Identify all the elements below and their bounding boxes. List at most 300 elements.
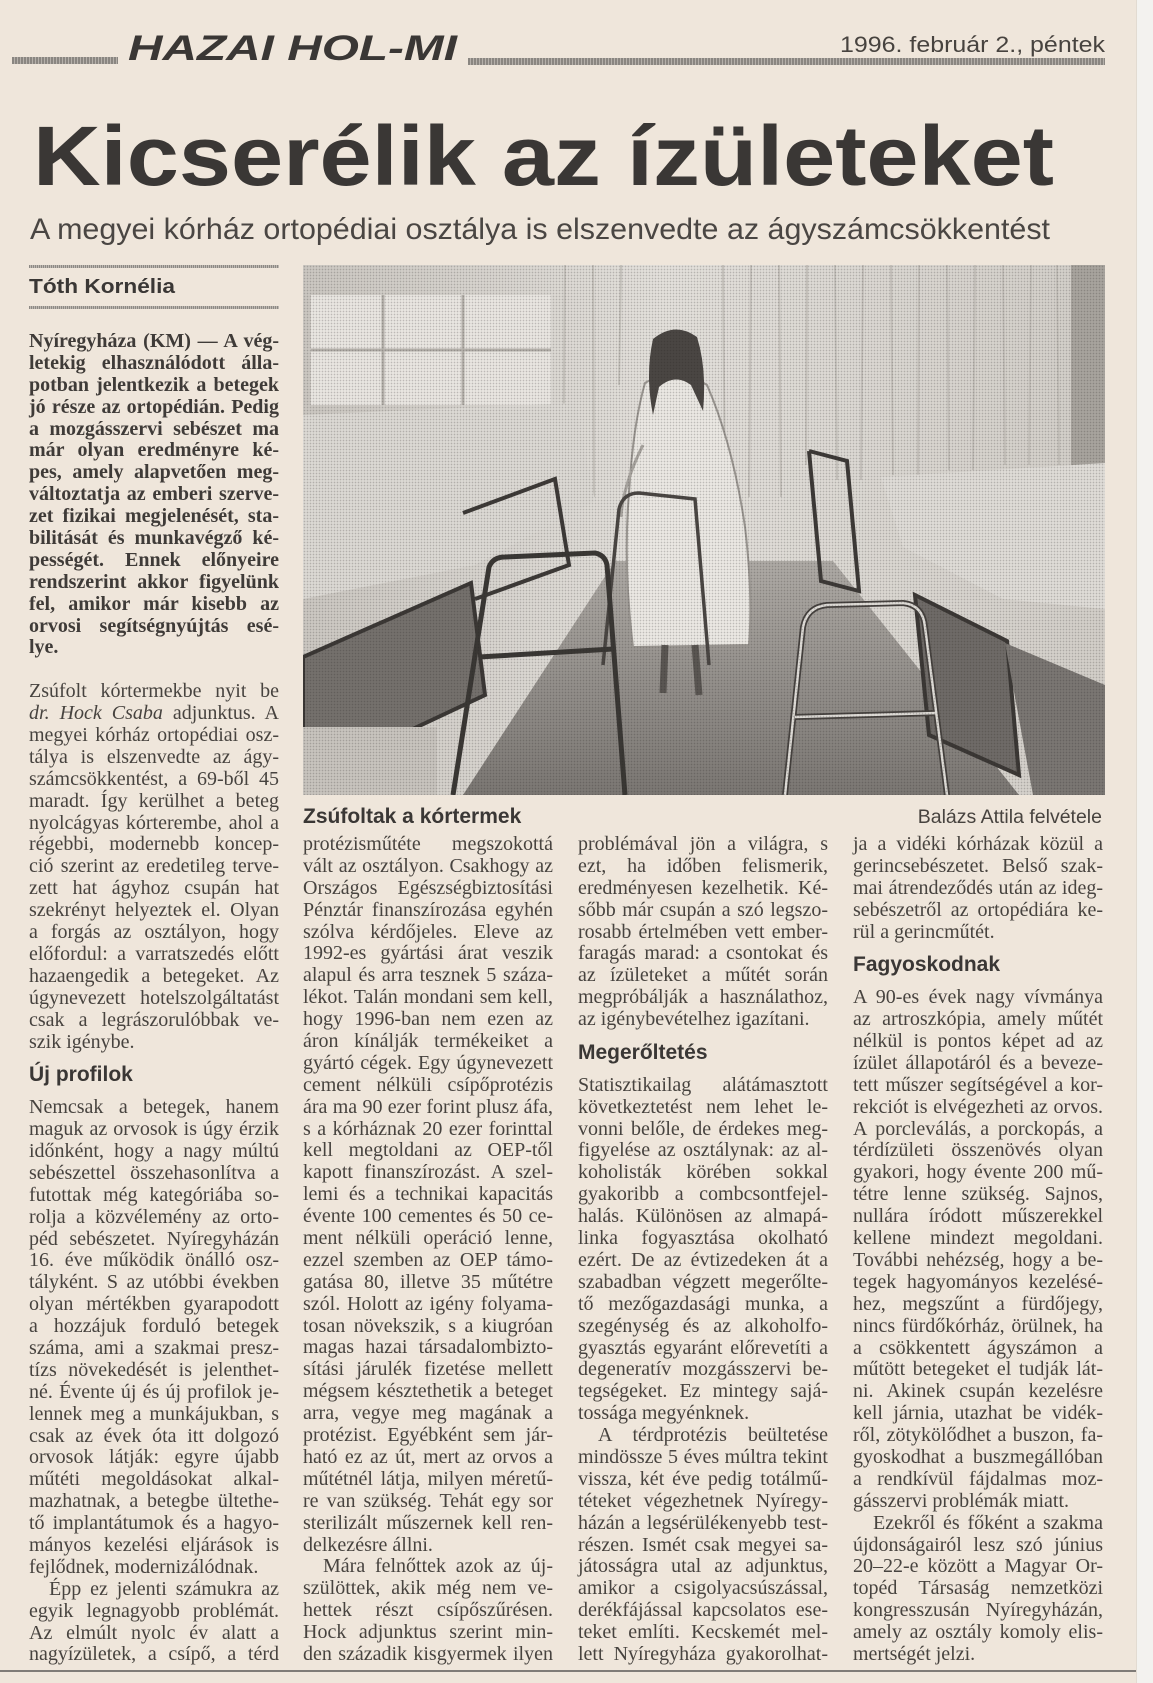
text-line: [853, 1622, 1103, 1644]
text-line-content: előfordul: a varratszedés előtt: [29, 942, 279, 965]
text-line: [303, 1119, 553, 1141]
text-line: [29, 944, 279, 966]
text-line-content: magas hazai társadalombizto-: [303, 1336, 553, 1359]
text-line-content: ment nélküli operáció lenne,: [303, 1227, 553, 1250]
text-line: [853, 1338, 1103, 1360]
text-line: [29, 922, 279, 944]
text-line-content: faragás marad: a csontokat és: [578, 942, 828, 965]
text-line-content: zett hat ágyhoz csupán hat: [29, 877, 279, 900]
subheadline: [30, 213, 1050, 247]
text-line-content: számcsökkentést, a 69-ből 45: [29, 767, 279, 790]
text-line: [29, 856, 279, 878]
text-line: [29, 637, 279, 659]
text-line-content: delkezésre állni.: [303, 1533, 433, 1556]
text-line: [578, 1447, 828, 1469]
text-line-content: műtött betegeket el tudják lát-: [853, 1358, 1103, 1381]
text-line: [29, 616, 279, 638]
text-line-content: gyakori, hogy évente 200 mű-: [853, 1161, 1103, 1184]
text-line: [29, 1010, 279, 1032]
text-line: [853, 1644, 1103, 1666]
text-line: [853, 1228, 1103, 1250]
text-line: [853, 1513, 1103, 1535]
text-line-content: csak az évek óta itt dolgozó: [29, 1424, 279, 1447]
text-line: [853, 1119, 1103, 1141]
text-line-content: topéd Társaság nemzetközi: [853, 1577, 1103, 1600]
text-line-content: időnként, hogy a nagy múltú: [29, 1139, 279, 1162]
text-line-content: ről, zötykölődhet a buszon, fa-: [853, 1424, 1103, 1447]
text-line: [578, 1272, 828, 1294]
text-line: [29, 900, 279, 922]
body-paragraph: [853, 987, 1103, 1512]
text-line-content: változtatja az emberi szerve-: [29, 483, 279, 506]
text-line-content: letekig elhasználódott álla-: [29, 351, 279, 374]
text-line: [303, 922, 553, 944]
text-line: [303, 1337, 553, 1359]
text-line-content: az igénybevételhez igazítani.: [578, 1008, 810, 1031]
text-line-content: tálya is elszenvedte az ágy-: [29, 745, 279, 768]
text-line-content: 20–22-e között a Magyar Or-: [853, 1555, 1103, 1578]
text-line: [29, 1469, 279, 1491]
text-line-content: úgynevezett hotelszolgáltatást: [29, 986, 279, 1009]
text-line-content: évente 100 cementes és 50 ce-: [303, 1205, 553, 1228]
text-line: [303, 1097, 553, 1119]
body-paragraph: [853, 834, 1103, 943]
text-line: [29, 419, 279, 441]
text-line-content: teket említi. Kecskemét mel-: [578, 1621, 828, 1644]
text-line: [578, 878, 828, 900]
byline-rule-top: [29, 265, 279, 268]
body-paragraph: [29, 1579, 279, 1667]
text-line-content: koholisták körében sokkal: [578, 1161, 828, 1184]
body-paragraph: [29, 681, 279, 1053]
text-line-content: Az elmúlt nyolc év alatt a: [29, 1621, 279, 1644]
text-line-content: ezt, ha időben felismerik,: [578, 854, 828, 877]
text-line-content: A 90-es évek nagy vívmánya: [853, 986, 1103, 1009]
text-line-content: ja a vidéki kórházak közül a: [853, 833, 1103, 855]
text-line-content: vonni belőle, de érdekes meg-: [578, 1117, 828, 1140]
text-line: [29, 1338, 279, 1360]
text-line: [853, 1184, 1103, 1206]
text-line-content: mányos kezelési eljárások is: [29, 1534, 279, 1556]
text-line-content: szülöttek, akik még nem ve-: [303, 1577, 553, 1600]
text-line: [578, 1359, 828, 1381]
text-line-content: jó része az ortopédián. Pedig: [29, 395, 279, 418]
text-line: [303, 1053, 553, 1075]
text-line-content: né. Évente új és új profilok je-: [29, 1380, 279, 1403]
text-line-content: hettek részt csípőszűrésen.: [303, 1599, 553, 1622]
body-paragraph: [578, 1425, 828, 1666]
text-line: [853, 1294, 1103, 1316]
text-line: [303, 1447, 553, 1469]
text-line: [578, 1316, 828, 1338]
text-line-content: linka fogyasztása okolható: [578, 1227, 828, 1250]
text-line-content: halás. Különösen az almapá-: [578, 1205, 828, 1228]
text-line-content: orvosok látják: egyre újabb: [29, 1446, 279, 1469]
text-line-content: az ízületeket a műtét során: [578, 964, 828, 987]
text-line-content: tosan növekszik, s a kiugróan: [303, 1314, 553, 1337]
text-line: [303, 1622, 553, 1644]
text-line-content: re van szükség. Tehát egy sor: [303, 1489, 553, 1512]
text-line: [303, 1140, 553, 1162]
text-line: [29, 1623, 279, 1645]
text-line: [303, 1075, 553, 1097]
text-line: [29, 440, 279, 462]
text-line: [29, 397, 279, 419]
text-line-content: következtetést nem lehet le-: [578, 1095, 828, 1118]
text-line: [578, 987, 828, 1009]
text-line: [29, 1250, 279, 1272]
text-line-content: bilitását és munkavégző ké-: [29, 527, 279, 550]
text-line: [578, 1184, 828, 1206]
text-line: [578, 1513, 828, 1535]
text-line-content: gyoskodhat a buszmegállóban: [853, 1445, 1103, 1468]
text-line: [853, 1425, 1103, 1447]
text-line: [853, 1075, 1103, 1097]
section-rule-left: [12, 57, 118, 64]
text-line-content: amikor a csigolyacsúszással,: [578, 1577, 828, 1600]
text-line: [578, 922, 828, 944]
text-line: [29, 1141, 279, 1163]
text-line: [29, 1229, 279, 1251]
photo: [303, 265, 1105, 795]
text-line-content: tegségeket. Ez mintegy sajá-: [578, 1380, 828, 1403]
text-line: [303, 900, 553, 922]
text-line: [29, 1316, 279, 1338]
text-line-content: Zsúfolt kórtermekbe nyit be: [29, 680, 279, 703]
text-line-content: Nyíregyháza (KM) — A vég-: [29, 330, 279, 352]
text-line: [578, 1294, 828, 1316]
text-line: [578, 1425, 828, 1447]
text-line: [853, 1578, 1103, 1600]
text-line: [303, 1031, 553, 1053]
text-line: [29, 1579, 279, 1601]
text-line-content: csak a legrászorulóbbak ve-: [29, 1008, 279, 1031]
text-line: [578, 1600, 828, 1622]
text-line-content: kellene mindezt megoldani.: [853, 1227, 1103, 1250]
text-line: [853, 1535, 1103, 1557]
text-line: [853, 987, 1103, 1009]
text-line-content: ára ma 90 ezer forint plusz áfa,: [303, 1095, 553, 1118]
text-line-content: pes, amely alapvetően meg-: [29, 461, 279, 484]
text-line: [29, 375, 279, 397]
text-line: [29, 1185, 279, 1207]
text-line: [853, 1140, 1103, 1162]
text-line-content: péd sebészetet. Nyíregyházán: [29, 1227, 279, 1250]
text-line-content: ni. Akinek csupán kezelésre: [853, 1380, 1103, 1403]
text-line-content: tályként. S az utóbbi években: [29, 1271, 279, 1294]
text-line: [303, 965, 553, 987]
text-line-content: További nehézség, hogy a be-: [853, 1248, 1103, 1271]
text-line: [578, 1403, 828, 1425]
text-line: [29, 1535, 279, 1557]
text-line-content: rolja a közvélemény az orto-: [29, 1205, 279, 1228]
text-line: [853, 1206, 1103, 1228]
text-line: [29, 528, 279, 550]
text-line-content: gerincsebészetet. Belső szak-: [853, 854, 1103, 877]
text-line: [303, 1316, 553, 1338]
text-line-content: derékfájással kapcsolatos ese-: [578, 1599, 828, 1622]
text-line-content: s a kórháznak 20 ezer forinttal: [303, 1117, 553, 1140]
text-line-content: eredményesen kezelhetik. Ké-: [578, 876, 828, 899]
text-line: [578, 1097, 828, 1119]
text-line-content: szabadban végzett megerőlte-: [578, 1270, 828, 1293]
scan-margin: [1136, 0, 1153, 1683]
text-line: [29, 1513, 279, 1535]
text-line-content: gásszervi problémák miatt.: [853, 1489, 1070, 1512]
issue-date: [840, 33, 1105, 57]
text-line-content: mégsem késztethetik a beteget: [303, 1380, 553, 1403]
photo-caption: Zsúfoltak a kórtermek: [303, 805, 522, 828]
text-line-content: fejlődnek, modernizálódnak.: [29, 1555, 259, 1578]
text-line: [853, 1381, 1103, 1403]
text-line-content: A porcleválás, a porckopás, a: [853, 1117, 1103, 1140]
text-line-content: áron kínálják termékeiket a: [303, 1030, 553, 1053]
text-line: [303, 1381, 553, 1403]
text-line: [303, 1294, 553, 1316]
text-line: [853, 1447, 1103, 1469]
text-line-content: rendszerint akkor figyelünk: [29, 570, 279, 593]
text-line: [29, 791, 279, 813]
text-line: [29, 681, 279, 703]
text-line-content: megpróbálják a használathoz,: [578, 986, 828, 1009]
byline: [29, 276, 175, 298]
section-subheading: Új profilok: [29, 1063, 133, 1087]
text-line: [303, 878, 553, 900]
text-line-content: hogy 1996-ban nem ezen az: [303, 1008, 553, 1031]
text-line: [303, 1403, 553, 1425]
text-line: [853, 1097, 1103, 1119]
text-line: [853, 1162, 1103, 1184]
text-line: [29, 506, 279, 528]
text-line-content: rosabb értelmében vett ember-: [578, 920, 828, 943]
text-line-content: lemi és a technikai kapacitás: [303, 1183, 553, 1206]
text-line-content: Ezekről és főként a szakma: [873, 1511, 1103, 1534]
text-line-content: hazaengedik a betegeket. Az: [29, 964, 279, 987]
text-line-content: sítási járulék fizetése mellett: [303, 1358, 553, 1381]
text-line: [853, 900, 1103, 922]
text-line-content: szekrényt helyeztek el. Olyan: [29, 899, 279, 922]
text-line: [578, 1140, 828, 1162]
text-line: [29, 1032, 279, 1054]
text-line: [29, 813, 279, 835]
text-line: [303, 1162, 553, 1184]
text-line-content: 1992-es gyártási árat veszik: [303, 942, 553, 965]
text-line: [853, 1556, 1103, 1578]
text-line-content: részen. Ismét csak megyei sa-: [578, 1533, 828, 1556]
text-line-content: szólva kérdőjeles. Eleve az: [303, 920, 553, 943]
text-line-content: protézist. Egyébként sem jár-: [303, 1424, 553, 1447]
text-line: [303, 1600, 553, 1622]
text-line: [29, 725, 279, 747]
text-line: [29, 1207, 279, 1229]
text-line: [29, 1404, 279, 1426]
text-line-content: Hock adjunktus szerint min-: [303, 1621, 553, 1644]
text-line-content: orvosi segítségnyújtás esé-: [29, 614, 279, 637]
body-paragraph: [578, 1075, 828, 1425]
text-line-content: sebészetről az ortopédiára ke-: [853, 898, 1103, 921]
text-line-content: ízület állapotáról és a beveze-: [853, 1051, 1103, 1074]
text-line: [303, 1272, 553, 1294]
text-line-content: Országos Egészségbiztosítási: [303, 876, 553, 899]
text-line-content: maguk az orvosok is úgy érzik: [29, 1118, 279, 1141]
text-line: [303, 1578, 553, 1600]
text-line-content: mai átrendeződés után az ideg-: [853, 876, 1103, 899]
text-line: [29, 966, 279, 988]
lead-paragraph: [29, 331, 279, 659]
text-line-content: a forgás az osztályon, hogy: [29, 921, 279, 944]
text-line-content: játosságra utal az adjunktus,: [578, 1555, 828, 1578]
text-line-content: kell megtoldani az OEP-től: [303, 1139, 553, 1162]
text-line-content: zet fizikai megjelenését, sta-: [29, 505, 279, 528]
text-line: [29, 747, 279, 769]
text-line: [853, 922, 1103, 944]
text-line: [578, 1535, 828, 1557]
text-line: [29, 1119, 279, 1141]
text-line: [303, 1644, 553, 1666]
text-line-content: sebészettel összehasonlítva a: [29, 1161, 279, 1184]
text-line-content: rekciót is elvégezheti az orvos.: [853, 1095, 1103, 1118]
text-line: [853, 1359, 1103, 1381]
text-line-content: tegek hagyományos kezelésé-: [853, 1270, 1103, 1293]
text-line-content: Épp ez jelenti számukra az: [49, 1577, 279, 1600]
text-line-content: a csökkentett ágyszámon a: [853, 1336, 1103, 1359]
text-line: [29, 1557, 279, 1579]
text-line-content: Nemcsak a betegek, hanem: [29, 1096, 279, 1119]
article-column-4: [853, 834, 1103, 1666]
text-line-content: egyik legnagyobb problémát.: [29, 1599, 279, 1622]
text-line-content: sterilizált műszernek kell ren-: [303, 1511, 553, 1534]
text-line: [29, 769, 279, 791]
text-line-content: Mára felnőttek azok az új-: [323, 1555, 553, 1578]
text-line-content: amely az osztály komoly elis-: [853, 1621, 1103, 1644]
text-line-content: tízs növekedését is jelenthet-: [29, 1358, 279, 1381]
text-line: [853, 1403, 1103, 1425]
text-line-content: megyei kórház ortopédiai osz-: [29, 724, 279, 747]
text-line: [29, 1294, 279, 1316]
text-line-content: térdízületi összenövés olyan: [853, 1139, 1103, 1162]
text-line-content: kell járnia, utazhat be vidék-: [853, 1402, 1103, 1425]
text-line-content: tő implantátumok és a hagyo-: [29, 1512, 279, 1535]
text-line-content: Pénztár finanszírozása egyhén: [303, 898, 553, 921]
headline-text: Kicserélik az ízületeket: [33, 109, 1054, 203]
text-line: [303, 1250, 553, 1272]
text-line: [29, 594, 279, 616]
text-line: [29, 1491, 279, 1513]
text-line-content: tétre lenne szükség. Sajnos,: [853, 1183, 1103, 1206]
text-line: [578, 856, 828, 878]
text-line-content: tossága megyénknek.: [578, 1402, 750, 1425]
text-line: [303, 1228, 553, 1250]
text-line-content: a rendkívül fájdalmas moz-: [853, 1467, 1103, 1490]
text-line: [853, 1250, 1103, 1272]
text-line: [29, 1163, 279, 1185]
text-line: [853, 878, 1103, 900]
text-line: [578, 1075, 828, 1097]
text-line: [853, 1316, 1103, 1338]
text-line: [29, 1272, 279, 1294]
text-line-content: tett műszer segítségével a kor-: [853, 1073, 1103, 1096]
text-line: [303, 987, 553, 1009]
text-line-content: házán a legsérülékenyebb test-: [578, 1511, 828, 1534]
body-paragraph: [303, 834, 553, 1556]
text-line: [29, 1644, 279, 1666]
text-line-content: téteket végezhetnek Nyíregy-: [578, 1489, 828, 1512]
person-name-italic: dr. Hock Csaba: [29, 702, 163, 725]
text-line-content: az artroszkópia, amely műtét: [853, 1008, 1103, 1031]
text-line-content: mazhatnak, a betegbe ültethe-: [29, 1490, 279, 1513]
text-line-content: szik igénybe.: [29, 1030, 135, 1053]
text-line-content: problémával jön a világra, s: [578, 833, 828, 855]
article-column-2: [303, 834, 553, 1666]
body-paragraph: [853, 1513, 1103, 1666]
text-line-content: futottak még kategóriába so-: [29, 1183, 279, 1206]
text-line: [29, 550, 279, 572]
text-line-content: kongresszusán Nyíregyházán,: [853, 1599, 1103, 1622]
section-title: [128, 31, 457, 67]
text-line: [578, 1578, 828, 1600]
text-line: [578, 900, 828, 922]
text-line-content: gyakoribb a combcsontfejel-: [578, 1183, 828, 1206]
photo-halftone-screen: [303, 265, 1105, 795]
body-paragraph: [29, 1097, 279, 1579]
text-line-content: 16. éve működik önálló osz-: [29, 1249, 279, 1272]
text-line-content: figyelése az osztálynak: az al-: [578, 1139, 828, 1162]
text-line: [578, 1622, 828, 1644]
text-line-content: alapul és arra tesznek 5 száza-: [303, 964, 553, 987]
text-line-content: kapott finanszírozást. A szel-: [303, 1161, 553, 1184]
text-line: [29, 703, 279, 725]
text-line-content: ható ez az út, mert az orvos a: [303, 1445, 553, 1468]
text-line: [303, 1184, 553, 1206]
text-line: [29, 462, 279, 484]
text-line-content: vált az osztályon. Csakhogy az: [303, 854, 553, 877]
text-line: [303, 856, 553, 878]
text-line: [578, 1162, 828, 1184]
section-subheading: Fagyoskodnak: [853, 953, 1001, 977]
text-line: [853, 1600, 1103, 1622]
text-line: [29, 353, 279, 375]
text-line: [853, 856, 1103, 878]
text-line: [29, 1097, 279, 1119]
text-line-content: szegénység és az alkoholfo-: [578, 1314, 828, 1337]
text-line-content: szól. Holott az igény folyama-: [303, 1292, 553, 1315]
section-subheading: Megerőltetés: [578, 1041, 708, 1065]
text-line: [578, 1206, 828, 1228]
text-line: [853, 834, 1103, 856]
text-line-content: sőbb már csupán a szó legszo-: [578, 898, 828, 921]
text-line-content: gatása 80, illetve 35 műtétre: [303, 1270, 553, 1293]
text-line: [853, 1031, 1103, 1053]
text-line-content: a mozgásszervi sebészet ma: [29, 417, 279, 440]
text-line-content: cement nélküli csípőprotézis: [303, 1073, 553, 1096]
text-line-content: Statisztikailag alátámasztott: [578, 1073, 828, 1096]
text-line-content: nélkül is pontos képet ad az: [853, 1030, 1103, 1053]
text-line: [578, 1119, 828, 1141]
text-line-content: ció szerint az eredetileg terve-: [29, 855, 279, 878]
text-line: [578, 1469, 828, 1491]
text-line: [303, 1491, 553, 1513]
text-line-content: potban jelentkezik a betegek: [29, 373, 279, 396]
text-line-content: nagyízületek, a csípő, a térd: [29, 1643, 279, 1666]
bottom-rule: [0, 1670, 1136, 1672]
text-line-content: nincs fürdőkórház, örülnek, ha: [853, 1314, 1103, 1337]
article-column-1: [29, 331, 279, 1666]
text-line: [29, 988, 279, 1010]
text-line-content: hez, megszűnt a fürdőjegy,: [853, 1292, 1103, 1315]
text-line: [303, 1513, 553, 1535]
text-line-content: tő mezőgazdasági munka, a: [578, 1292, 828, 1315]
text-line: [303, 1009, 553, 1031]
